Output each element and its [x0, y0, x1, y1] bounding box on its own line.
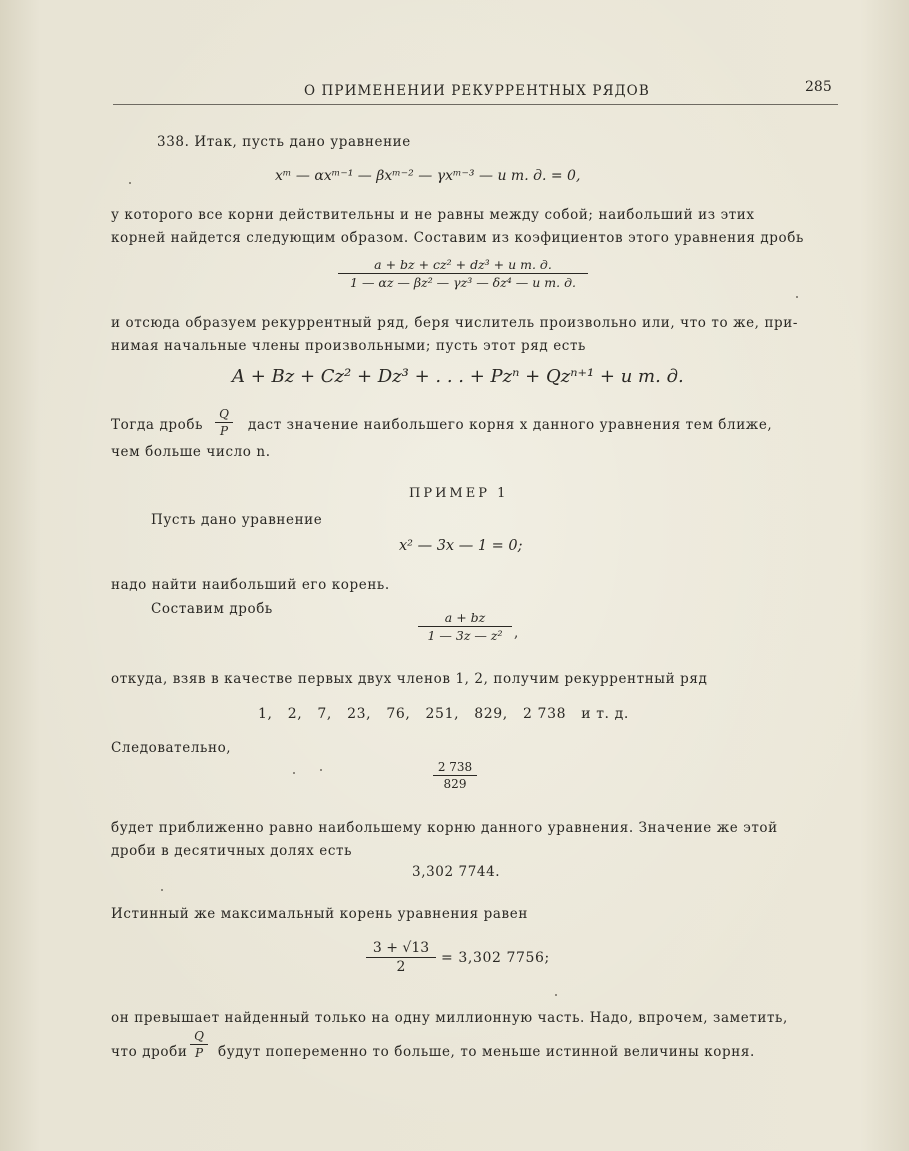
section-intro: 338. Итак, пусть дано уравнение [157, 134, 411, 150]
example-line: дроби в десятичных долях есть [111, 843, 353, 859]
fraction-numerator: Q [219, 407, 229, 421]
decimal-value: 3,302 7744. [412, 864, 501, 880]
fraction-numerator: 3 + √13 [372, 940, 430, 956]
fraction-bar [433, 775, 477, 776]
header-rule [113, 104, 838, 105]
paragraph-line-pre: Тогда дробь [111, 417, 204, 433]
fraction-denominator: 1 — αz — βz² — γz³ — δz⁴ — и т. д. [350, 275, 576, 290]
paragraph-line: нимая начальные члены произвольными; пусть этот ряд есть [111, 338, 586, 354]
ratio-fraction [215, 407, 233, 438]
example-heading: ПРИМЕР 1 [409, 486, 509, 501]
fraction-numerator: a + bz [444, 610, 486, 625]
ratio-fraction [190, 1029, 208, 1060]
paragraph-line: чем больше число n. [111, 444, 271, 460]
example-line: Составим дробь [151, 601, 273, 617]
quadratic-equation: x² — 3x — 1 = 0; [399, 538, 523, 554]
fraction-comma: , [514, 625, 519, 641]
fraction-bar [190, 1044, 208, 1045]
paper-speck [129, 182, 131, 184]
fraction-bar [366, 957, 436, 958]
paper-speck [293, 772, 295, 774]
example-line: будет приближенно равно наибольшему корню данного уравнения. Значение же этой [111, 820, 778, 836]
example-line: Истинный же максимальный корень уравнения равен [111, 906, 528, 922]
true-root-value: = 3,302 7756; [441, 950, 550, 966]
paragraph-line: корней найдется следующим образом. Составим из коэфициентов этого уравнения дробь [111, 230, 804, 246]
paragraph-line: и отсюда образуем рекуррентный ряд, беря числитель произвольно или, что то же, при- [111, 315, 799, 331]
polynomial-equation: xᵐ — αxᵐ⁻¹ — βxᵐ⁻² — γxᵐ⁻³ — и т. д. = 0, [275, 168, 581, 184]
fraction-numerator: a + bz + cz² + dz³ + и т. д. [374, 257, 552, 272]
paper-speck [555, 994, 557, 996]
fraction-bar [418, 626, 512, 627]
paper-speck [796, 296, 798, 298]
true-root-fraction [366, 940, 436, 975]
running-title: О ПРИМЕНЕНИИ РЕКУРРЕНТНЫХ РЯДОВ [304, 83, 650, 99]
paper-speck [161, 889, 163, 891]
paragraph-line-post: будут попеременно то больше, то меньше истинной величины корня. [218, 1044, 755, 1060]
example-line: откуда, взяв в качестве первых двух членов 1, 2, получим рекуррентный ряд [111, 671, 708, 687]
fraction-numerator: Q [194, 1029, 204, 1043]
fraction-denominator: P [219, 424, 229, 438]
running-header [0, 79, 909, 103]
generating-fraction [338, 257, 588, 290]
fraction-bar [338, 273, 588, 274]
fraction-denominator: 1 — 3z — z² [427, 628, 503, 643]
recurrent-sequence: 1, 2, 7, 23, 76, 251, 829, 2 738 и т. д. [258, 706, 629, 722]
example-line: он превышает найденный только на одну миллионную часть. Надо, впрочем, заметить, [111, 1010, 788, 1026]
paragraph-line-pre: что дроби [111, 1044, 188, 1060]
example-line: надо найти наибольший его корень. [111, 577, 390, 593]
example-line: Следовательно, [111, 740, 232, 756]
paragraph-line: у которого все корни действительны и не равны между собой; наибольший из этих [111, 207, 755, 223]
example-fraction [418, 610, 512, 643]
fraction-numerator: 2 738 [437, 760, 473, 774]
page-number: 285 [805, 79, 832, 95]
fraction-denominator: 829 [443, 777, 467, 791]
approx-ratio [433, 760, 477, 791]
paper-speck [320, 769, 322, 771]
example-line: Пусть дано уравнение [151, 512, 323, 528]
fraction-bar [215, 422, 233, 423]
recurrent-series: A + Bz + Cz² + Dz³ + . . . + Pzⁿ + Qzⁿ⁺¹ + и т. д. [232, 366, 684, 387]
fraction-denominator: 2 [396, 959, 406, 975]
paragraph-line-post: даст значение наибольшего корня x данного уравнения тем ближе, [248, 417, 773, 433]
fraction-denominator: P [194, 1046, 204, 1060]
